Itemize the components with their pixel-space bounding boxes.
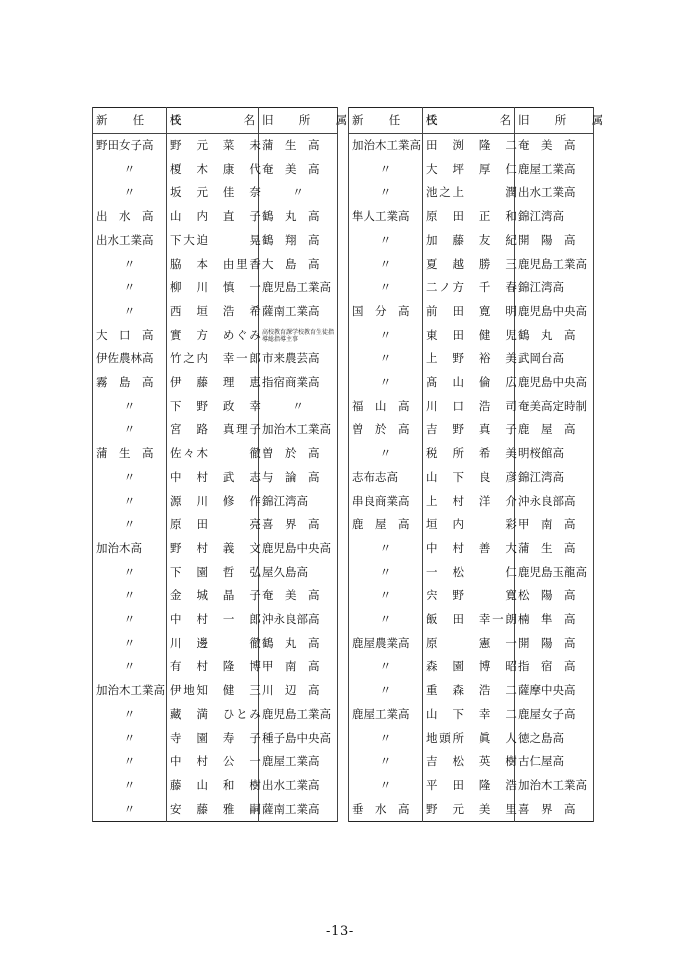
new-school-cell: 〃 <box>93 181 167 205</box>
table-row <box>349 774 594 798</box>
previous-post-cell: 鶴 丸 高 <box>259 205 338 229</box>
new-school-cell: 串良商業高 <box>349 490 423 514</box>
previous-post-cell: 沖永良部高 <box>515 490 594 514</box>
teacher-name-cell: 垣 内 彩 <box>423 513 515 537</box>
teacher-name-cell: 西 垣 浩 希 <box>167 300 259 324</box>
teacher-name-cell: 大 坪 厚 仁 <box>423 158 515 182</box>
transfer-table-right <box>348 107 610 822</box>
new-school-cell: 〃 <box>349 442 423 466</box>
teacher-name-cell: 夏 越 勝 三 <box>423 253 515 277</box>
table-row <box>349 655 594 679</box>
teacher-name-cell: 二ノ方 千 春 <box>423 276 515 300</box>
previous-post-cell: 指 宿 高 <box>515 655 594 679</box>
new-school-cell: 鹿 屋 高 <box>349 513 423 537</box>
new-school-cell: 加治木工業高 <box>93 679 167 703</box>
new-school-cell: 大 口 高 <box>93 324 167 348</box>
previous-post-cell: 蒲 生 高 <box>515 537 594 561</box>
teacher-name-cell: 中 村 善 大 <box>423 537 515 561</box>
new-school-cell: 〃 <box>349 158 423 182</box>
table-row <box>93 134 338 158</box>
previous-post-cell: 加治木工業高 <box>259 418 338 442</box>
teacher-name-cell: 原 田 亮 <box>167 513 259 537</box>
teacher-name-cell: 池之上 潤 <box>423 181 515 205</box>
table-row <box>93 395 338 419</box>
previous-post-cell: 大 島 高 <box>259 253 338 277</box>
table-row <box>349 513 594 537</box>
table-row <box>349 703 594 727</box>
previous-post-cell: 甲 南 高 <box>515 513 594 537</box>
new-school-cell: 〃 <box>349 324 423 348</box>
previous-post-cell: 奄 美 高 <box>515 134 594 158</box>
header-new-school: 新 任 校 <box>349 108 423 134</box>
teacher-name-cell: 伊地知 健 三 <box>167 679 259 703</box>
teacher-name-cell: 金 城 晶 子 <box>167 584 259 608</box>
teacher-name-cell: 柳 川 慎 一 <box>167 276 259 300</box>
teacher-name-cell: 源 川 修 作 <box>167 490 259 514</box>
table-row <box>349 727 594 751</box>
table-header-row <box>93 108 338 134</box>
table-row <box>349 537 594 561</box>
teacher-name-cell: 前 田 寛 明 <box>423 300 515 324</box>
table-row <box>349 300 594 324</box>
previous-post-cell: 薩南工業高 <box>259 300 338 324</box>
new-school-cell: 〃 <box>93 608 167 632</box>
new-school-cell: 蒲 生 高 <box>93 442 167 466</box>
previous-post-cell: 楠 隼 高 <box>515 608 594 632</box>
table-row <box>349 750 594 774</box>
table-row <box>93 300 338 324</box>
teacher-name-cell: 吉 野 真 子 <box>423 418 515 442</box>
new-school-cell: 野田女子高 <box>93 134 167 158</box>
new-school-cell: 〃 <box>349 347 423 371</box>
previous-post-cell: 鶴 丸 高 <box>259 632 338 656</box>
teacher-name-cell: 上 野 裕 美 <box>423 347 515 371</box>
previous-post-cell: 薩南工業高 <box>259 798 338 822</box>
new-school-cell: 出 水 高 <box>93 205 167 229</box>
teacher-name-cell: 藤 山 和 樹 <box>167 774 259 798</box>
previous-post-cell: 鹿児島工業高 <box>515 253 594 277</box>
new-school-cell: 霧 島 高 <box>93 371 167 395</box>
new-school-cell: 〃 <box>93 632 167 656</box>
table-row <box>349 490 594 514</box>
teacher-name-cell: 吉 松 英 樹 <box>423 750 515 774</box>
table-row <box>349 253 594 277</box>
table-row <box>349 608 594 632</box>
table-header-row <box>349 108 594 134</box>
teacher-name-cell: 山 内 直 子 <box>167 205 259 229</box>
previous-post-cell: 松 陽 高 <box>515 584 594 608</box>
teacher-name-cell: 中 村 公 一 <box>167 750 259 774</box>
new-school-cell: 〃 <box>349 181 423 205</box>
table-row <box>93 679 338 703</box>
new-school-cell: 〃 <box>93 395 167 419</box>
table-row <box>93 181 338 205</box>
new-school-cell: 〃 <box>349 276 423 300</box>
table-row <box>349 679 594 703</box>
previous-post-cell: 鹿児島工業高 <box>259 703 338 727</box>
teacher-name-cell: 宍 野 寛 <box>423 584 515 608</box>
teacher-name-cell: 地頭所 眞 人 <box>423 727 515 751</box>
table-row <box>93 205 338 229</box>
previous-post-cell: 開 陽 高 <box>515 632 594 656</box>
previous-post-cell: 川 辺 高 <box>259 679 338 703</box>
table-row <box>93 655 338 679</box>
teacher-name-cell: 下大迫 晃 <box>167 229 259 253</box>
previous-post-cell: 錦江湾高 <box>515 466 594 490</box>
previous-post-cell: 奄 美 高 <box>259 158 338 182</box>
previous-post-cell: 武岡台高 <box>515 347 594 371</box>
previous-post-cell: 加治木工業高 <box>515 774 594 798</box>
table-row <box>349 798 594 822</box>
table-row <box>349 276 594 300</box>
table-row <box>349 181 594 205</box>
new-school-cell: 〃 <box>93 276 167 300</box>
table-row <box>93 537 338 561</box>
new-school-cell: 〃 <box>93 490 167 514</box>
new-school-cell: 〃 <box>349 608 423 632</box>
new-school-cell: 〃 <box>93 703 167 727</box>
table-row <box>93 371 338 395</box>
table-row <box>349 418 594 442</box>
previous-post-cell: 曽 於 高 <box>259 442 338 466</box>
table-row <box>349 632 594 656</box>
previous-post-cell: 薩摩中央高 <box>515 679 594 703</box>
table-row <box>93 584 338 608</box>
teacher-name-cell: 山 下 良 彦 <box>423 466 515 490</box>
table-row <box>349 324 594 348</box>
teacher-name-cell: 中 村 武 志 <box>167 466 259 490</box>
new-school-cell: 〃 <box>349 371 423 395</box>
table-row <box>349 442 594 466</box>
previous-post-cell: 高校教育課学校教育生徒指導総指導主事 <box>259 324 338 348</box>
new-school-cell: 〃 <box>93 750 167 774</box>
table-row <box>93 561 338 585</box>
previous-post-cell: 与 論 高 <box>259 466 338 490</box>
previous-post-cell: 鹿児島中央高 <box>515 371 594 395</box>
table-row <box>93 347 338 371</box>
previous-post-cell: 蒲 生 高 <box>259 134 338 158</box>
table-row <box>93 727 338 751</box>
previous-post-cell: 鶴 丸 高 <box>515 324 594 348</box>
previous-post-cell: 喜 界 高 <box>259 513 338 537</box>
teacher-name-cell: 中 村 一 郎 <box>167 608 259 632</box>
table-row <box>93 774 338 798</box>
previous-post-cell: 鹿屋女子高 <box>515 703 594 727</box>
table-row <box>93 703 338 727</box>
teacher-name-cell: 有 村 隆 博 <box>167 655 259 679</box>
teacher-name-cell: 上 村 洋 介 <box>423 490 515 514</box>
table-row <box>93 324 338 348</box>
teacher-name-cell: 平 田 隆 浩 <box>423 774 515 798</box>
previous-post-cell: 甲 南 高 <box>259 655 338 679</box>
header-previous-post: 旧 所 属 <box>515 108 594 134</box>
previous-post-cell: 錦江湾高 <box>515 205 594 229</box>
new-school-cell: 〃 <box>349 679 423 703</box>
new-school-cell: 福 山 高 <box>349 395 423 419</box>
teacher-name-cell: 竹之内 幸一郎 <box>167 347 259 371</box>
teacher-name-cell: 野 村 義 文 <box>167 537 259 561</box>
teacher-name-cell: 安 藤 雅 嗣 <box>167 798 259 822</box>
new-school-cell: 垂 水 高 <box>349 798 423 822</box>
table-row <box>93 490 338 514</box>
table-row <box>93 418 338 442</box>
teacher-name-cell: 實 方 めぐみ <box>167 324 259 348</box>
previous-post-cell: 奄 美 高 <box>259 584 338 608</box>
teacher-name-cell: 山 下 幸 二 <box>423 703 515 727</box>
new-school-cell: 〃 <box>349 561 423 585</box>
teacher-name-cell: 下 園 哲 弘 <box>167 561 259 585</box>
new-school-cell: 〃 <box>349 774 423 798</box>
new-school-cell: 鹿屋農業高 <box>349 632 423 656</box>
new-school-cell: 〃 <box>349 537 423 561</box>
previous-post-cell: 市来農芸高 <box>259 347 338 371</box>
new-school-cell: 国 分 高 <box>349 300 423 324</box>
previous-post-cell: 喜 界 高 <box>515 798 594 822</box>
table-row <box>93 229 338 253</box>
previous-post-cell: 鹿児島中央高 <box>515 300 594 324</box>
previous-post-cell: 古仁屋高 <box>515 750 594 774</box>
new-school-cell: 志布志高 <box>349 466 423 490</box>
teacher-name-cell: 森 園 博 昭 <box>423 655 515 679</box>
previous-post-cell: 〃 <box>259 395 338 419</box>
teacher-name-cell: 田 渕 隆 二 <box>423 134 515 158</box>
table-row <box>93 442 338 466</box>
new-school-cell: 鹿屋工業高 <box>349 703 423 727</box>
previous-post-cell: 錦江湾高 <box>515 276 594 300</box>
table-row <box>93 466 338 490</box>
previous-post-cell: 明桜館高 <box>515 442 594 466</box>
table-row <box>349 205 594 229</box>
teacher-name-cell: 髙 山 倫 広 <box>423 371 515 395</box>
teacher-name-cell: 坂 元 佳 奈 <box>167 181 259 205</box>
new-school-cell: 隼人工業高 <box>349 205 423 229</box>
teacher-name-cell: 寺 園 寿 子 <box>167 727 259 751</box>
table-row <box>93 276 338 300</box>
teacher-name-cell: 重 森 浩 二 <box>423 679 515 703</box>
previous-post-cell: 種子島中央高 <box>259 727 338 751</box>
table-row <box>349 466 594 490</box>
table-row <box>93 158 338 182</box>
previous-post-cell: 出水工業高 <box>515 181 594 205</box>
teacher-name-cell: 東 田 健 児 <box>423 324 515 348</box>
teacher-name-cell: 榎 木 康 代 <box>167 158 259 182</box>
previous-post-cell: 鹿 屋 高 <box>515 418 594 442</box>
previous-post-cell: 指宿商業高 <box>259 371 338 395</box>
teacher-name-cell: 飯 田 幸一朗 <box>423 608 515 632</box>
new-school-cell: 〃 <box>349 253 423 277</box>
teacher-name-cell: 野 元 美 里 <box>423 798 515 822</box>
new-school-cell: 〃 <box>93 774 167 798</box>
new-school-cell: 〃 <box>93 513 167 537</box>
new-school-cell: 〃 <box>349 727 423 751</box>
new-school-cell: 〃 <box>93 655 167 679</box>
new-school-cell: 〃 <box>93 466 167 490</box>
new-school-cell: 〃 <box>93 584 167 608</box>
previous-post-cell: 鹿児島工業高 <box>259 276 338 300</box>
new-school-cell: 〃 <box>349 750 423 774</box>
previous-post-cell: 鹿屋工業高 <box>515 158 594 182</box>
table-row <box>349 395 594 419</box>
table-row <box>349 584 594 608</box>
teacher-name-cell: 脇 本 由里香 <box>167 253 259 277</box>
table-row <box>93 513 338 537</box>
table-row <box>349 134 594 158</box>
teacher-name-cell: 伊 藤 理 恵 <box>167 371 259 395</box>
teacher-name-cell: 佐々木 徹 <box>167 442 259 466</box>
table-row <box>349 158 594 182</box>
new-school-cell: 〃 <box>349 655 423 679</box>
previous-post-cell: 鹿屋工業高 <box>259 750 338 774</box>
table-row <box>93 750 338 774</box>
table-row <box>349 347 594 371</box>
new-school-cell: 〃 <box>93 798 167 822</box>
teacher-name-cell: 宮 路 真理子 <box>167 418 259 442</box>
teacher-name-cell: 加 藤 友 紀 <box>423 229 515 253</box>
teacher-name-cell: 原 田 正 和 <box>423 205 515 229</box>
new-school-cell: 〃 <box>93 727 167 751</box>
page-number: -13- <box>326 924 354 939</box>
header-name: 氏 名 <box>167 108 259 134</box>
new-school-cell: 〃 <box>93 253 167 277</box>
previous-post-cell: 錦江湾高 <box>259 490 338 514</box>
header-name: 氏 名 <box>423 108 515 134</box>
teacher-name-cell: 藏 満 ひとみ <box>167 703 259 727</box>
header-previous-post: 旧 所 属 <box>259 108 338 134</box>
teacher-name-cell: 川 口 浩 司 <box>423 395 515 419</box>
new-school-cell: 〃 <box>93 418 167 442</box>
previous-post-cell: 鹿児島玉龍高 <box>515 561 594 585</box>
previous-post-cell: 奄美高定時制 <box>515 395 594 419</box>
table-row <box>93 798 338 822</box>
new-school-cell: 〃 <box>349 584 423 608</box>
new-school-cell: 加治木工業高 <box>349 134 423 158</box>
previous-post-cell: 徳之島高 <box>515 727 594 751</box>
previous-post-cell: 沖永良部高 <box>259 608 338 632</box>
table-row <box>349 371 594 395</box>
previous-post-cell: 鹿児島中央高 <box>259 537 338 561</box>
new-school-cell: 〃 <box>349 229 423 253</box>
teacher-name-cell: 原 憲 一 <box>423 632 515 656</box>
new-school-cell: 〃 <box>93 561 167 585</box>
previous-post-cell: 鶴 翔 高 <box>259 229 338 253</box>
teacher-name-cell: 税 所 希 美 <box>423 442 515 466</box>
new-school-cell: 出水工業高 <box>93 229 167 253</box>
new-school-cell: 曽 於 高 <box>349 418 423 442</box>
table-row <box>349 229 594 253</box>
previous-post-cell: 出水工業高 <box>259 774 338 798</box>
previous-post-cell: 屋久島高 <box>259 561 338 585</box>
new-school-cell: 伊佐農林高 <box>93 347 167 371</box>
previous-post-cell: 〃 <box>259 181 338 205</box>
teacher-name-cell: 川 邊 徹 <box>167 632 259 656</box>
table-row <box>93 253 338 277</box>
teacher-name-cell: 下 野 政 幸 <box>167 395 259 419</box>
new-school-cell: 〃 <box>93 300 167 324</box>
table-row <box>93 608 338 632</box>
transfer-table-left <box>92 107 354 822</box>
table-row <box>93 632 338 656</box>
previous-post-cell: 開 陽 高 <box>515 229 594 253</box>
new-school-cell: 加治木高 <box>93 537 167 561</box>
header-new-school: 新 任 校 <box>93 108 167 134</box>
table-row <box>349 561 594 585</box>
teacher-name-cell: 野 元 菜 未 <box>167 134 259 158</box>
new-school-cell: 〃 <box>93 158 167 182</box>
teacher-name-cell: 一 松 仁 <box>423 561 515 585</box>
